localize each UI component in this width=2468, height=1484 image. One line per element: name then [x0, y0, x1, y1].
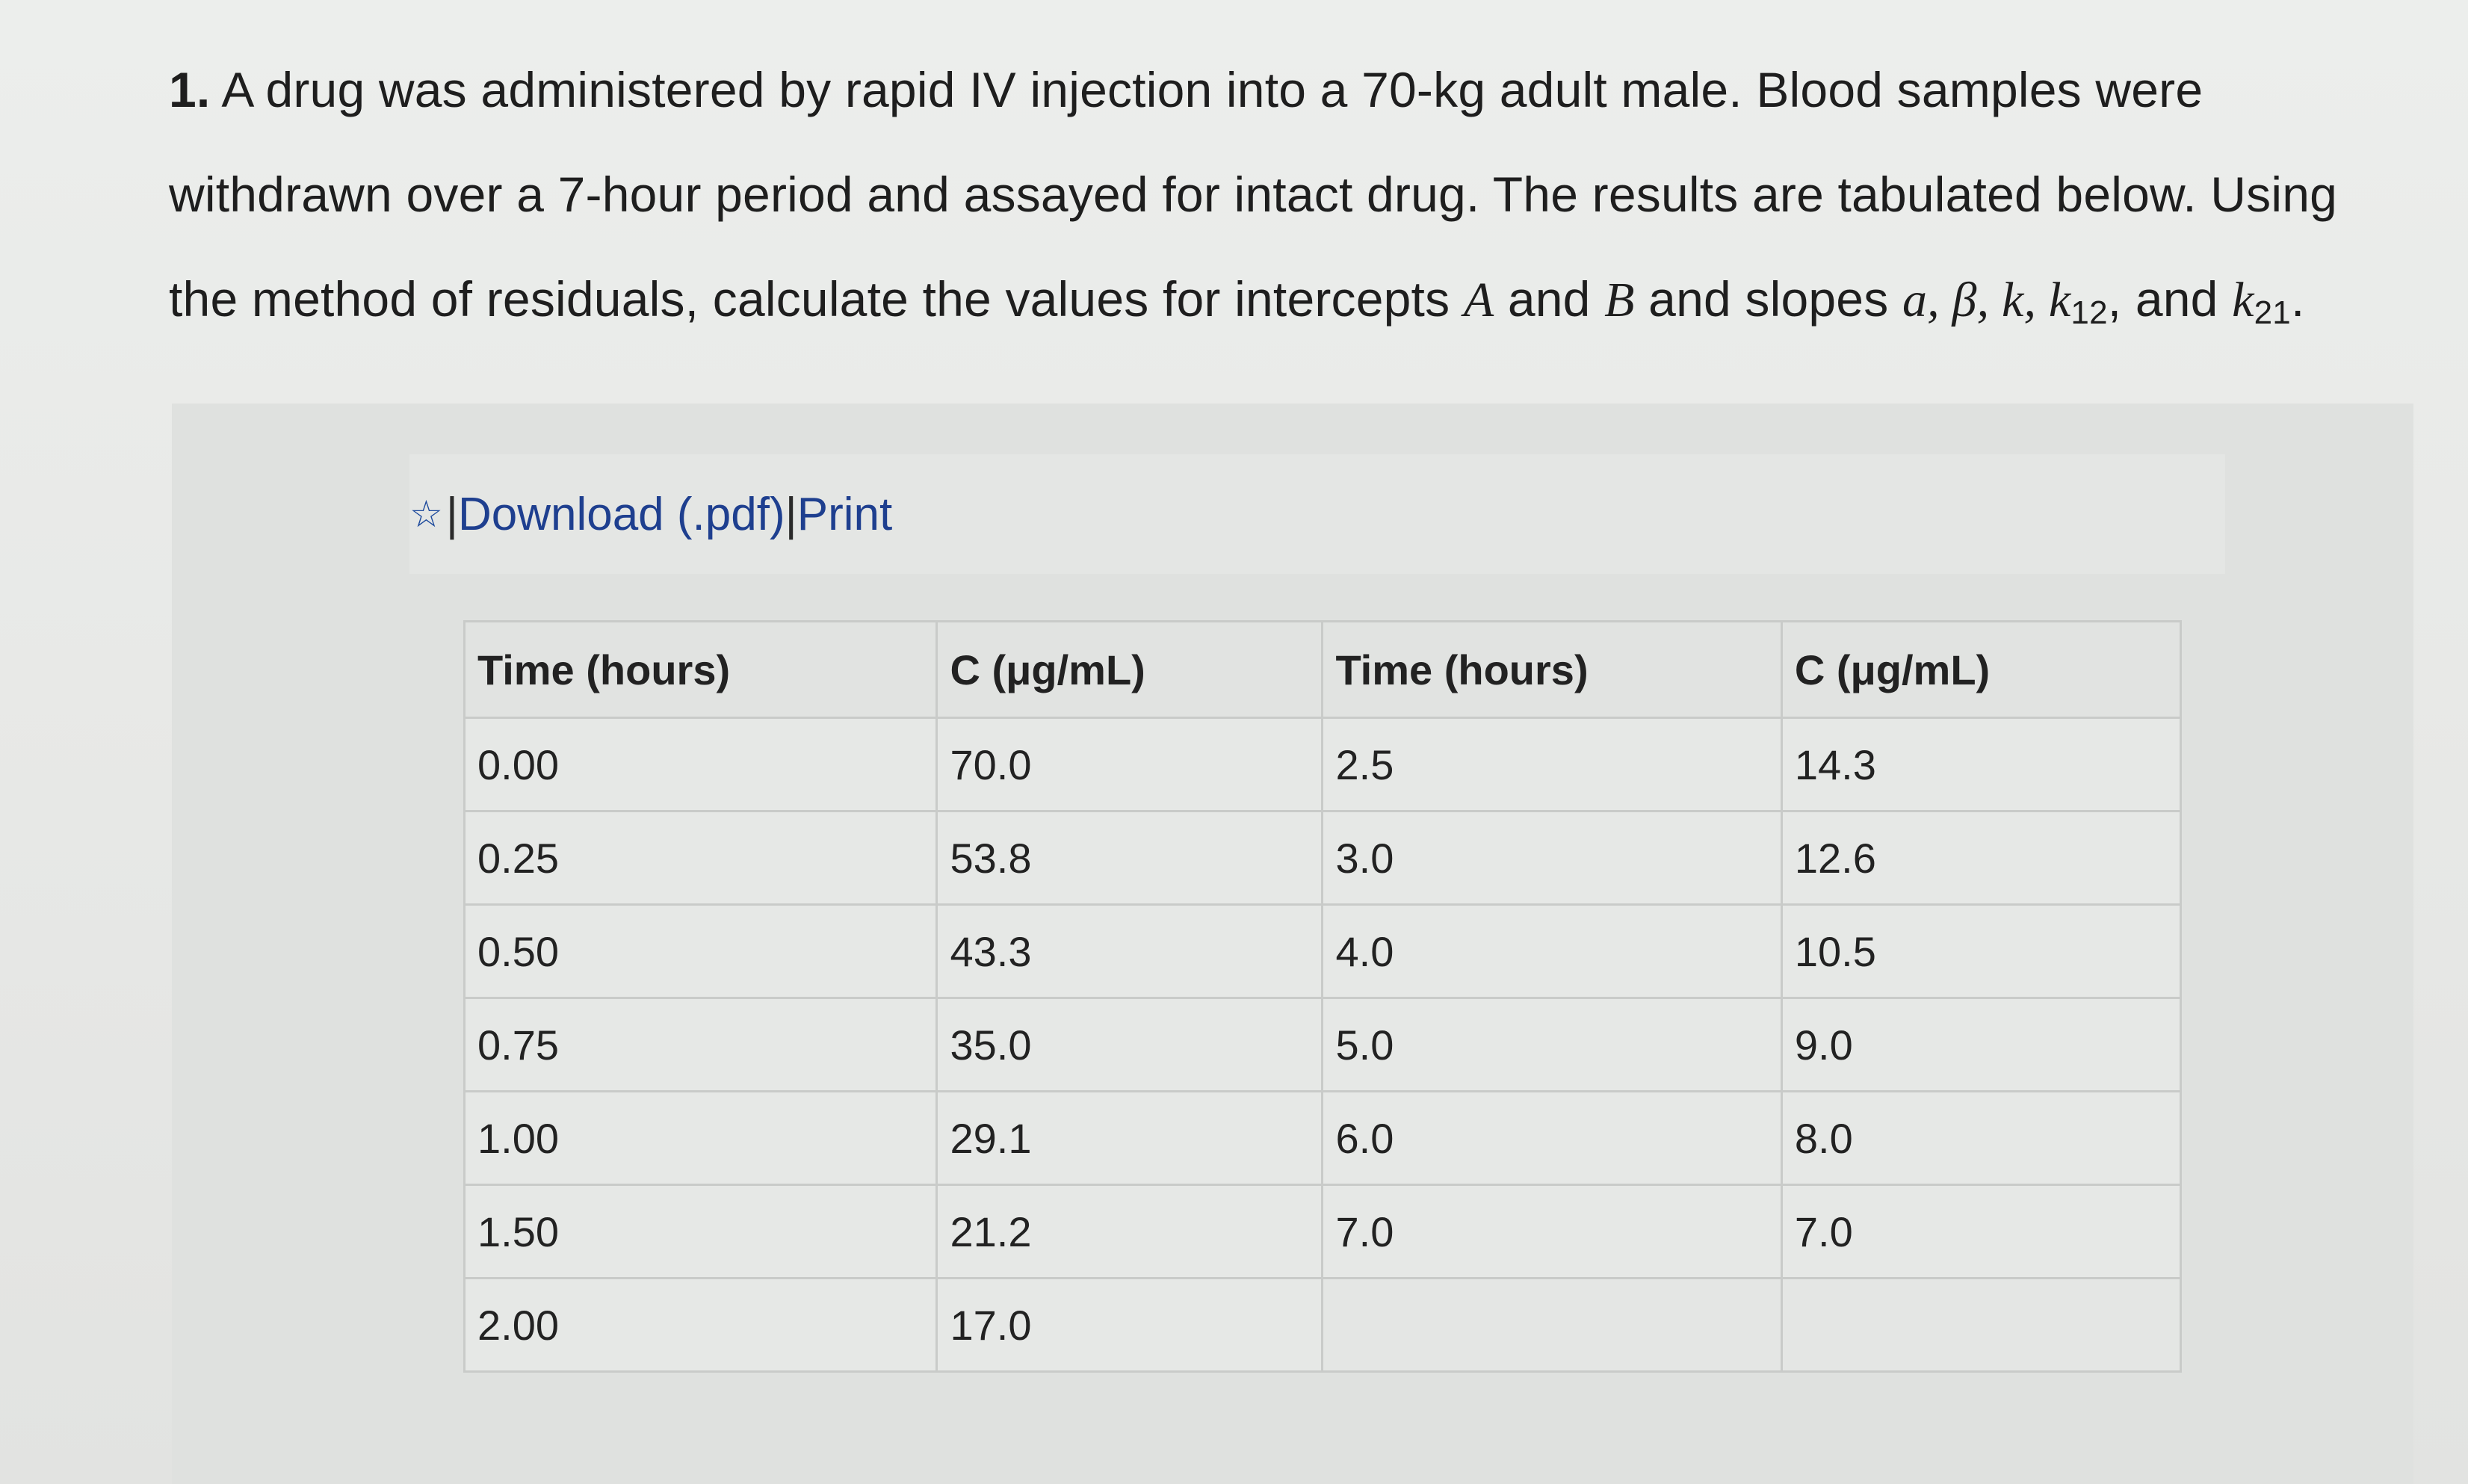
table-row [465, 905, 2181, 998]
var-a: A [1463, 273, 1494, 327]
table-row [465, 718, 2181, 811]
table-cell: 2.5 [1323, 718, 1781, 811]
table-cell: 2.00 [465, 1279, 937, 1372]
table-cell-empty [1781, 1279, 2180, 1372]
concentration-table [463, 620, 2182, 1373]
slopes-list: a, β, k, k [1902, 273, 2071, 327]
table-cell: 10.5 [1781, 905, 2180, 998]
table-cell: 43.3 [937, 905, 1323, 998]
table-cell: 35.0 [937, 998, 1323, 1092]
table-cell: 0.00 [465, 718, 937, 811]
table-cell: 7.0 [1781, 1185, 2180, 1279]
table-row [465, 1092, 2181, 1185]
k21-symbol: k [2232, 273, 2254, 327]
table-cell: 29.1 [937, 1092, 1323, 1185]
sub-12: 12 [2070, 294, 2108, 331]
question-body-1: A drug was administered by rapid IV injection into a 70-kg adult male. Blood samples were withdrawn over a 7-hour period and assayed for intact drug. The results are tabulated below. Using the method of residuals, calculate the values for intercepts [169, 62, 2338, 327]
table-cell: 53.8 [937, 811, 1323, 905]
download-pdf-link[interactable]: Download (.pdf) [457, 488, 785, 540]
table-row [465, 1279, 2181, 1372]
table-cell: 0.50 [465, 905, 937, 998]
table-cell: 12.6 [1781, 811, 2180, 905]
table-cell: 17.0 [937, 1279, 1323, 1372]
header-time-2: Time (hours) [1323, 622, 1781, 718]
table-cell: 1.00 [465, 1092, 937, 1185]
table-cell: 9.0 [1781, 998, 2180, 1092]
table-row [465, 998, 2181, 1092]
table-cell: 21.2 [937, 1185, 1323, 1279]
table-cell: 70.0 [937, 718, 1323, 811]
toolbar-separator: | [785, 488, 797, 540]
table-cell: 0.75 [465, 998, 937, 1092]
table-cell: 8.0 [1781, 1092, 2180, 1185]
header-conc-2: C (μg/mL) [1781, 622, 2180, 718]
header-conc-1: C (μg/mL) [937, 622, 1323, 718]
question-and-2: , and [2107, 271, 2233, 327]
question-end: . [2290, 271, 2305, 327]
table-cell: 7.0 [1323, 1185, 1781, 1279]
table-row [465, 811, 2181, 905]
header-time-1: Time (hours) [465, 622, 937, 718]
sub-21: 21 [2254, 294, 2291, 331]
table-cell-empty [1323, 1279, 1781, 1372]
question-text [169, 37, 2403, 365]
table-cell: 14.3 [1781, 718, 2180, 811]
table-cell: 3.0 [1323, 811, 1781, 905]
data-table-container [463, 620, 2182, 1367]
table-header-row [465, 622, 2181, 718]
var-b: B [1604, 273, 1635, 327]
print-link[interactable]: Print [797, 488, 893, 540]
table-cell: 0.25 [465, 811, 937, 905]
table-toolbar [409, 454, 2225, 574]
star-outline-icon[interactable]: ☆ [409, 492, 443, 536]
question-number: 1. [169, 62, 211, 117]
table-cell: 5.0 [1323, 998, 1781, 1092]
table-cell: 6.0 [1323, 1092, 1781, 1185]
table-cell: 4.0 [1323, 905, 1781, 998]
toolbar-separator: | [445, 488, 458, 540]
table-cell: 1.50 [465, 1185, 937, 1279]
table-row [465, 1185, 2181, 1279]
question-body-2: and slopes [1634, 271, 1902, 327]
question-and-1: and [1494, 271, 1605, 327]
